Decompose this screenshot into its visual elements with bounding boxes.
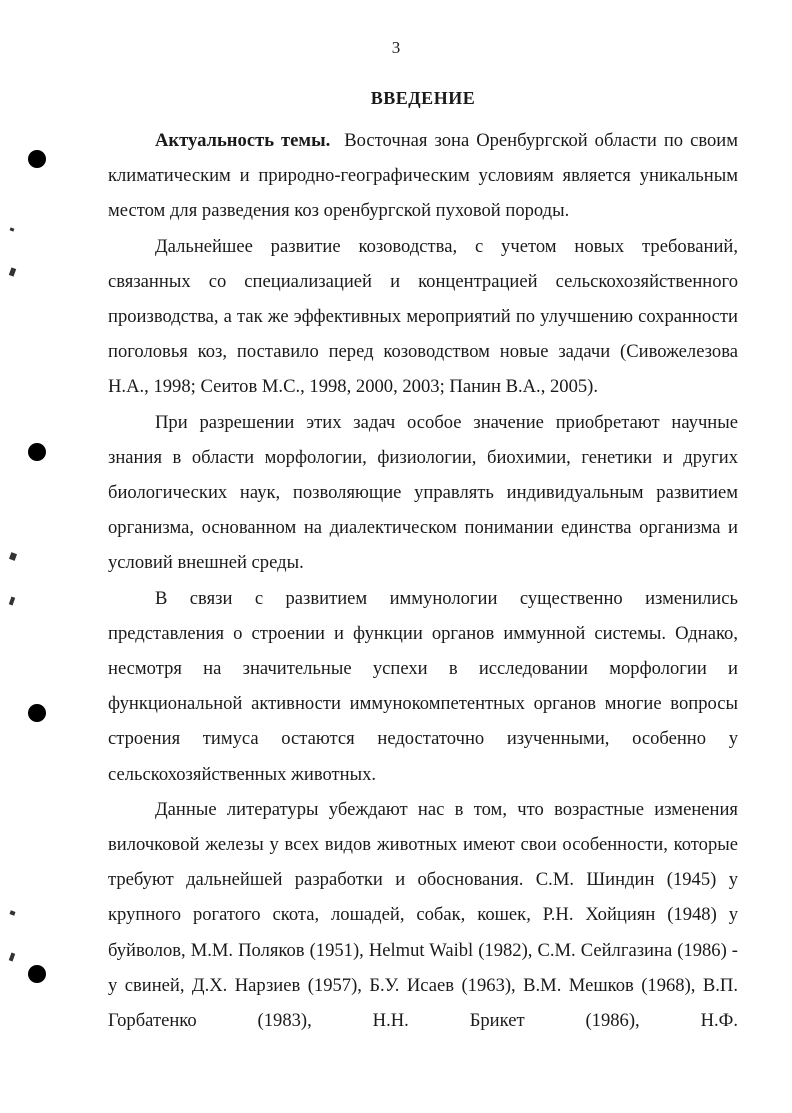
scan-speck: [9, 597, 15, 606]
section-heading: ВВЕДЕНИЕ: [370, 88, 476, 108]
scan-speck: [9, 910, 15, 915]
paragraph: В связи с развитием иммунологии существенно изменились представления о строении и функции органов иммунной системы. Однако, несмотря на значительные успехи в исследовании морфологии и функциональной активности иммунокомпетентных органов многие вопросы строения тимуса остаются недостаточно изученными, особенно у сельскохозяйственных животных.: [108, 587, 738, 785]
scan-speck: [9, 267, 16, 276]
scan-speck: [10, 227, 15, 231]
paragraph-relevance: [108, 123, 738, 229]
punch-hole-decoration: [28, 704, 46, 722]
scan-speck: [9, 552, 17, 561]
scan-speck: [9, 953, 15, 962]
body-text: [108, 123, 738, 1038]
paragraph: Дальнейшее развитие козоводства, с учетом новых требований, связанных со специализацией и концентрацией сельскохозяйственного производства, а так же эффективных мероприятий по улучшению сохранности поголовья коз, поставило перед козоводством новые задачи (Сивожелезова Н.А., 1998; Сеитов М.С., 1998, 2000, 2003; Панин В.А., 2005).: [108, 235, 738, 398]
page-number: 3: [391, 38, 401, 57]
paragraph-text: Восточная зона Оренбургской области по своим климатическим и природно-географическим условиям является уникальным местом для разведения коз оренбургской пуховой породы.: [108, 130, 738, 222]
punch-hole-decoration: [28, 965, 46, 983]
relevance-lead: Актуальность темы.: [155, 130, 331, 151]
paragraph: Данные литературы убеждают нас в том, что возрастные изменения вилочковой железы у всех видов животных имеют свои особенности, которые требуют дальнейшей разработки и обоснования. С.М. Шиндин (1945) у крупного рогатого скота, лошадей, собак, кошек, Р.Н. Хойциян (1948) у буйволов, М.М. Поляков (1951), Helmut Waibl (1982), С.М. Сейлгазина (1986) - у свиней, Д.Х. Нарзиев (1957), Б.У. Исаев (1963), В.М. Мешков (1968), В.П. Горбатенко (1983), Н.Н. Брикет (1986), Н.Ф.: [108, 798, 738, 1032]
paragraph: При разрешении этих задач особое значение приобретают научные знания в области морфологии, физиологии, биохимии, генетики и других биологических наук, позволяющие управлять индивидуальным развитием организма, основанном на диалектическом понимании единства организма и условий внешней среды.: [108, 411, 738, 574]
punch-hole-decoration: [28, 443, 46, 461]
punch-hole-decoration: [28, 150, 46, 168]
